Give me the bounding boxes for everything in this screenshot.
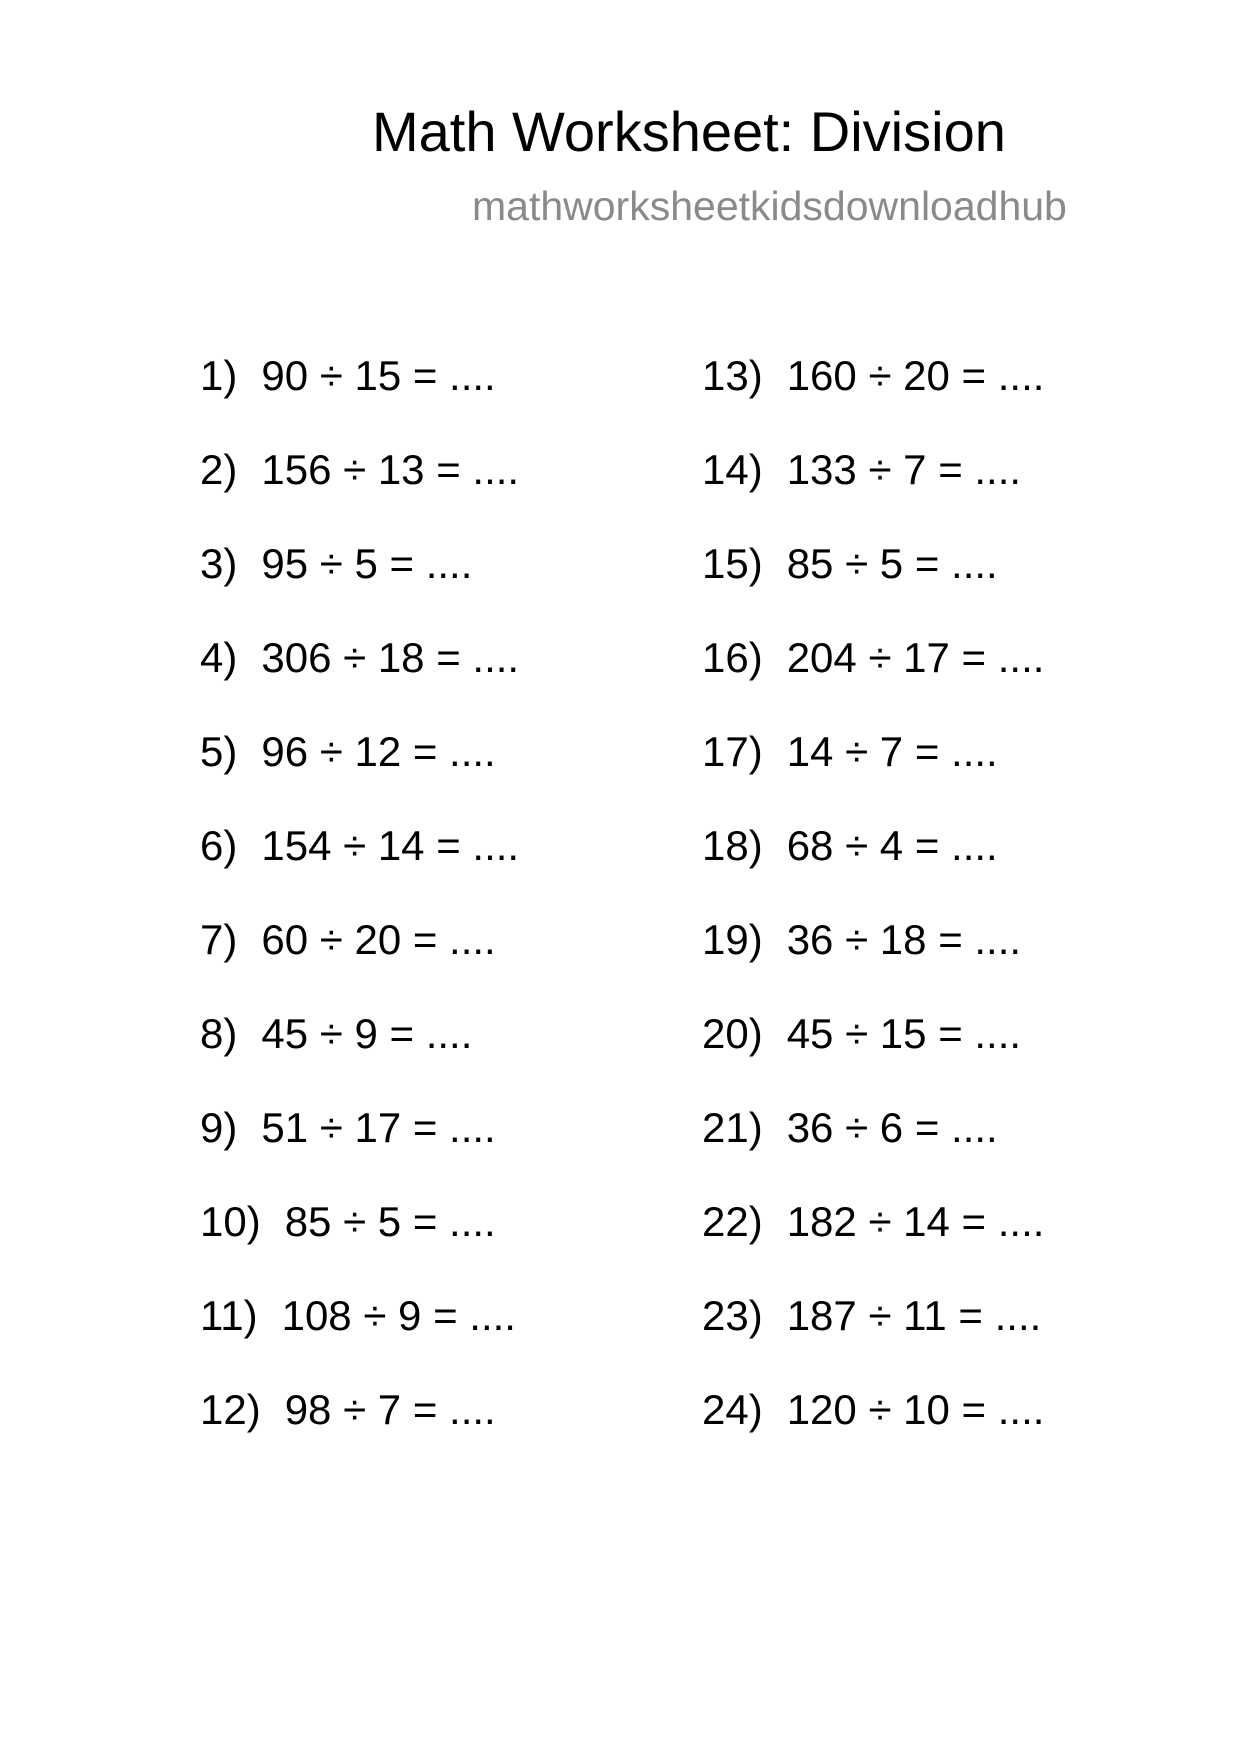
problem-number: 12) <box>200 1386 261 1433</box>
problem-expression: 156 ÷ 13 = .... <box>261 446 520 493</box>
problem-23 <box>702 1291 1041 1341</box>
problem-number: 4) <box>200 634 238 681</box>
problem-9 <box>200 1103 496 1153</box>
problem-19 <box>702 915 1021 965</box>
problem-number: 2) <box>200 446 238 493</box>
problem-number: 3) <box>200 540 238 587</box>
problem-number: 17) <box>702 728 763 775</box>
problem-expression: 306 ÷ 18 = .... <box>261 634 520 681</box>
problem-expression: 160 ÷ 20 = .... <box>786 352 1045 399</box>
problem-number: 23) <box>702 1292 763 1339</box>
problem-7 <box>200 915 496 965</box>
problem-4 <box>200 633 519 683</box>
problem-20 <box>702 1009 1021 1059</box>
problem-expression: 51 ÷ 17 = .... <box>261 1104 496 1151</box>
worksheet-title: Math Worksheet: Division <box>372 100 1006 163</box>
problem-expression: 96 ÷ 12 = .... <box>261 728 496 775</box>
problem-8 <box>200 1009 472 1059</box>
problem-5 <box>200 727 496 777</box>
problem-number: 14) <box>702 446 763 493</box>
problem-2 <box>200 445 519 495</box>
problem-number: 8) <box>200 1010 238 1057</box>
problem-number: 24) <box>702 1386 763 1433</box>
problem-expression: 98 ÷ 7 = .... <box>284 1386 496 1433</box>
problem-14 <box>702 445 1021 495</box>
problem-expression: 108 ÷ 9 = .... <box>281 1292 516 1339</box>
problem-6 <box>200 821 519 871</box>
problem-10 <box>200 1197 496 1247</box>
problem-number: 10) <box>200 1198 261 1245</box>
problem-16 <box>702 633 1044 683</box>
problem-17 <box>702 727 998 777</box>
problem-expression: 85 ÷ 5 = .... <box>284 1198 496 1245</box>
problem-number: 20) <box>702 1010 763 1057</box>
problem-expression: 45 ÷ 15 = .... <box>786 1010 1022 1057</box>
problem-expression: 120 ÷ 10 = .... <box>786 1386 1045 1433</box>
problem-number: 1) <box>200 352 238 399</box>
problem-13 <box>702 351 1044 401</box>
problem-number: 5) <box>200 728 238 775</box>
problem-number: 9) <box>200 1104 238 1151</box>
problem-expression: 14 ÷ 7 = .... <box>786 728 998 775</box>
problem-number: 19) <box>702 916 763 963</box>
problem-expression: 95 ÷ 5 = .... <box>261 540 473 587</box>
problem-11 <box>200 1291 516 1341</box>
problem-expression: 68 ÷ 4 = .... <box>786 822 998 869</box>
problem-1 <box>200 351 496 401</box>
problem-expression: 36 ÷ 6 = .... <box>786 1104 998 1151</box>
problem-18 <box>702 821 998 871</box>
problem-expression: 133 ÷ 7 = .... <box>786 446 1022 493</box>
problem-number: 18) <box>702 822 763 869</box>
problem-number: 15) <box>702 540 763 587</box>
problem-number: 16) <box>702 634 763 681</box>
problem-expression: 60 ÷ 20 = .... <box>261 916 496 963</box>
problem-number: 21) <box>702 1104 763 1151</box>
problem-number: 22) <box>702 1198 763 1245</box>
problem-15 <box>702 539 998 589</box>
problem-expression: 204 ÷ 17 = .... <box>786 634 1045 681</box>
worksheet-subtitle: mathworksheetkidsdownloadhub <box>472 183 1067 229</box>
problem-12 <box>200 1385 496 1435</box>
problem-number: 13) <box>702 352 763 399</box>
problem-expression: 45 ÷ 9 = .... <box>261 1010 473 1057</box>
problem-expression: 90 ÷ 15 = .... <box>261 352 496 399</box>
problem-expression: 182 ÷ 14 = .... <box>786 1198 1045 1245</box>
problem-3 <box>200 539 472 589</box>
problem-number: 6) <box>200 822 238 869</box>
problem-22 <box>702 1197 1044 1247</box>
problem-number: 7) <box>200 916 238 963</box>
problem-expression: 85 ÷ 5 = .... <box>786 540 998 587</box>
problem-21 <box>702 1103 998 1153</box>
problem-expression: 154 ÷ 14 = .... <box>261 822 520 869</box>
problem-expression: 187 ÷ 11 = .... <box>786 1292 1042 1339</box>
problem-number: 11) <box>200 1292 258 1339</box>
problem-24 <box>702 1385 1044 1435</box>
problem-expression: 36 ÷ 18 = .... <box>786 916 1022 963</box>
